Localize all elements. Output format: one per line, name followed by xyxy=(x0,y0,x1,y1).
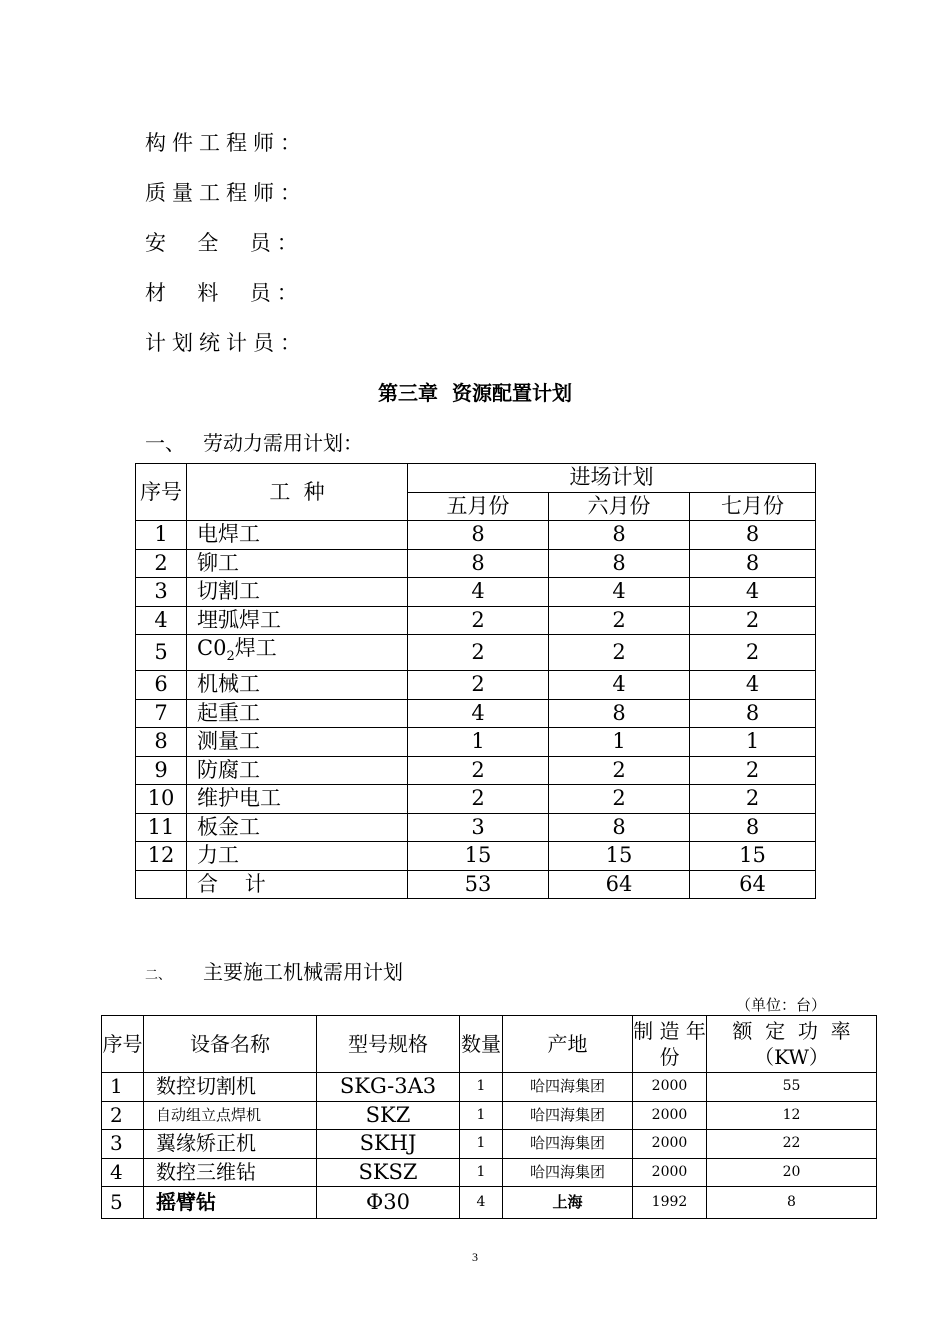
row-jun: 8 xyxy=(549,549,690,578)
row-trade: 防腐工 xyxy=(187,756,408,785)
m-row-year: 2000 xyxy=(633,1101,707,1130)
role-line: 计划统计员： xyxy=(145,331,307,355)
row-jul: 8 xyxy=(690,813,816,842)
table-row xyxy=(136,756,816,785)
m-header-qty: 数量 xyxy=(460,1016,503,1073)
section2-heading xyxy=(145,956,403,985)
table-row xyxy=(136,813,816,842)
m-header-origin: 产地 xyxy=(503,1016,633,1073)
row-may: 15 xyxy=(408,842,549,871)
m-row-model: SKSZ xyxy=(317,1158,460,1187)
header-jul: 七月份 xyxy=(690,492,816,521)
row-trade: 机械工 xyxy=(187,671,408,700)
header-seq: 序号 xyxy=(136,464,187,521)
m-row-power: 55 xyxy=(707,1073,877,1102)
m-header-power: 额 定 功 率 （KW） xyxy=(707,1016,877,1073)
role-line: 构件工程师： xyxy=(145,131,307,155)
header-jun: 六月份 xyxy=(549,492,690,521)
m-row-qty: 4 xyxy=(460,1187,503,1219)
m-row-model: SKHJ xyxy=(317,1130,460,1159)
row-jul: 8 xyxy=(690,521,816,550)
table-row xyxy=(136,606,816,635)
m-row-model: SKZ xyxy=(317,1101,460,1130)
m-row-origin: 哈四海集团 xyxy=(503,1130,633,1159)
row-jun: 2 xyxy=(549,785,690,814)
row-jun: 2 xyxy=(549,635,690,671)
m-row-seq: 3 xyxy=(102,1130,144,1159)
section1-title: 劳动力需用计划： xyxy=(203,431,363,455)
row-seq: 9 xyxy=(136,756,187,785)
row-seq: 3 xyxy=(136,578,187,607)
total-jun: 64 xyxy=(549,870,690,899)
m-row-model: SKG-3A3 xyxy=(317,1073,460,1102)
m-row-model: Φ30 xyxy=(317,1187,460,1219)
chapter-title: 第三章 资源配置计划 xyxy=(378,381,572,405)
table-row xyxy=(136,699,816,728)
row-seq: 1 xyxy=(136,521,187,550)
m-row-qty: 1 xyxy=(460,1073,503,1102)
header-may: 五月份 xyxy=(408,492,549,521)
row-seq: 12 xyxy=(136,842,187,871)
row-jun: 2 xyxy=(549,606,690,635)
m-row-name: 数控三维钻 xyxy=(144,1158,317,1187)
row-may: 8 xyxy=(408,521,549,550)
row-jul: 2 xyxy=(690,756,816,785)
m-row-name: 自动组立点焊机 xyxy=(144,1101,317,1130)
row-jul: 15 xyxy=(690,842,816,871)
row-jun: 1 xyxy=(549,728,690,757)
row-seq: 8 xyxy=(136,728,187,757)
row-trade: 维护电工 xyxy=(187,785,408,814)
row-may: 2 xyxy=(408,756,549,785)
row-jun: 4 xyxy=(549,671,690,700)
row-trade: 切割工 xyxy=(187,578,408,607)
role-line: 材 料 员： xyxy=(145,281,304,305)
m-row-name: 数控切割机 xyxy=(144,1073,317,1102)
m-row-qty: 1 xyxy=(460,1158,503,1187)
total-jul: 64 xyxy=(690,870,816,899)
table-row xyxy=(136,671,816,700)
row-jul: 2 xyxy=(690,635,816,671)
row-may: 8 xyxy=(408,549,549,578)
m-row-name: 摇臂钻 xyxy=(144,1187,317,1219)
row-seq: 7 xyxy=(136,699,187,728)
table-row xyxy=(136,728,816,757)
table-row xyxy=(136,549,816,578)
row-jun: 8 xyxy=(549,521,690,550)
total-label: 合 计 xyxy=(187,870,408,899)
section2-title: 主要施工机械需用计划 xyxy=(203,960,403,984)
table-row xyxy=(102,1130,877,1159)
row-trade: 板金工 xyxy=(187,813,408,842)
m-row-year: 2000 xyxy=(633,1130,707,1159)
unit-note: （单位：台） xyxy=(736,996,827,1014)
row-seq: 6 xyxy=(136,671,187,700)
row-may: 1 xyxy=(408,728,549,757)
m-row-power: 20 xyxy=(707,1158,877,1187)
row-trade: $C0_2$焊工 xyxy=(187,635,408,671)
role-line: 质量工程师： xyxy=(145,181,307,205)
page-number: 3 xyxy=(472,1250,478,1264)
row-jul: 2 xyxy=(690,606,816,635)
table-row xyxy=(136,635,816,671)
row-trade: 铆工 xyxy=(187,549,408,578)
row-jun: 2 xyxy=(549,756,690,785)
m-row-qty: 1 xyxy=(460,1130,503,1159)
m-header-year: 制 造 年份 xyxy=(633,1016,707,1073)
machine-plan-table xyxy=(101,1015,877,1219)
header-plan: 进场计划 xyxy=(408,464,816,493)
m-row-origin: 哈四海集团 xyxy=(503,1158,633,1187)
table-row xyxy=(102,1187,877,1219)
row-trade: 测量工 xyxy=(187,728,408,757)
row-jul: 2 xyxy=(690,785,816,814)
row-may: 2 xyxy=(408,635,549,671)
role-line: 安 全 员： xyxy=(145,231,304,255)
section1-heading xyxy=(145,427,363,456)
total-seq xyxy=(136,870,187,899)
row-jun: 4 xyxy=(549,578,690,607)
m-row-power: 12 xyxy=(707,1101,877,1130)
row-may: 4 xyxy=(408,699,549,728)
row-jun: 8 xyxy=(549,813,690,842)
m-row-origin: 上海 xyxy=(503,1187,633,1219)
header-trade: 工 种 xyxy=(187,464,408,521)
section2-number: 二、 xyxy=(145,968,172,983)
m-row-seq: 4 xyxy=(102,1158,144,1187)
m-row-seq: 1 xyxy=(102,1073,144,1102)
row-trade: 埋弧焊工 xyxy=(187,606,408,635)
row-may: 2 xyxy=(408,671,549,700)
row-seq: 2 xyxy=(136,549,187,578)
row-seq: 10 xyxy=(136,785,187,814)
m-row-origin: 哈四海集团 xyxy=(503,1073,633,1102)
m-row-name: 翼缘矫正机 xyxy=(144,1130,317,1159)
row-jun: 8 xyxy=(549,699,690,728)
role-list xyxy=(145,128,307,378)
table-row xyxy=(102,1101,877,1130)
row-trade: 电焊工 xyxy=(187,521,408,550)
m-header-model: 型号规格 xyxy=(317,1016,460,1073)
row-seq: 11 xyxy=(136,813,187,842)
m-header-seq: 序号 xyxy=(102,1016,144,1073)
row-seq: 4 xyxy=(136,606,187,635)
table-row xyxy=(102,1158,877,1187)
total-row xyxy=(136,870,816,899)
table-row xyxy=(136,842,816,871)
m-row-year: 2000 xyxy=(633,1158,707,1187)
table-row xyxy=(102,1073,877,1102)
m-row-year: 2000 xyxy=(633,1073,707,1102)
row-seq: 5 xyxy=(136,635,187,671)
row-may: 2 xyxy=(408,606,549,635)
m-header-name: 设备名称 xyxy=(144,1016,317,1073)
row-jun: 15 xyxy=(549,842,690,871)
row-jul: 4 xyxy=(690,671,816,700)
total-may: 53 xyxy=(408,870,549,899)
m-row-seq: 2 xyxy=(102,1101,144,1130)
m-row-origin: 哈四海集团 xyxy=(503,1101,633,1130)
table-row xyxy=(136,578,816,607)
m-row-year: 1992 xyxy=(633,1187,707,1219)
table-row xyxy=(136,785,816,814)
row-trade: 起重工 xyxy=(187,699,408,728)
table-row xyxy=(136,521,816,550)
row-trade: 力工 xyxy=(187,842,408,871)
row-jul: 1 xyxy=(690,728,816,757)
section1-number: 一、 xyxy=(145,431,185,455)
labor-plan-table xyxy=(135,463,816,899)
m-row-seq: 5 xyxy=(102,1187,144,1219)
row-may: 2 xyxy=(408,785,549,814)
row-may: 3 xyxy=(408,813,549,842)
row-may: 4 xyxy=(408,578,549,607)
row-jul: 4 xyxy=(690,578,816,607)
row-jul: 8 xyxy=(690,699,816,728)
m-row-qty: 1 xyxy=(460,1101,503,1130)
m-row-power: 8 xyxy=(707,1187,877,1219)
m-row-power: 22 xyxy=(707,1130,877,1159)
row-jul: 8 xyxy=(690,549,816,578)
